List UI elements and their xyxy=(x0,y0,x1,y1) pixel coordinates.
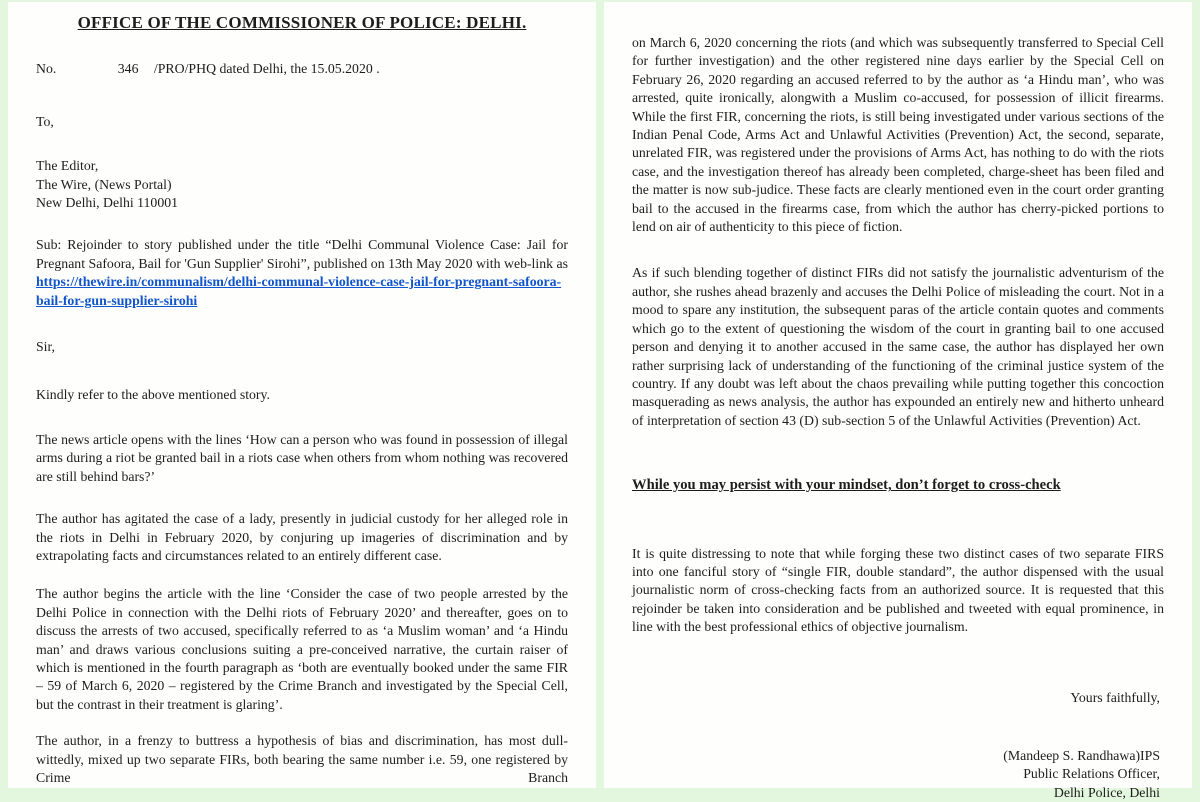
signature-block xyxy=(632,747,1164,802)
paragraph-fir-continuation: on March 6, 2020 concerning the riots (and which was subsequently transferred to Special Cell for further investigation) and the other registered nine days earlier by the Special Cell on February 26, 2020 regarding an accused referred to by the author as ‘a Hindu man’, who was arrested, quite ironically, alongwith a Muslim co-accused, for possession of illicit firearms. While the first FIR, concerning the riots, is still being investigated under various sections of the Indian Penal Code, Arms Act and Unlawful Activities (Prevention) Act, the second, separate, unrelated FIR, was registered under the provisions of Arms Act, has nothing to do with the riots case, and the investigation thereof has already been completed, charge-sheet has been filed and the matter is now sub-judice. These facts are clearly mentioned even in the court order granting bail to the accused in the firearms case, from which the author has cherry-picked portions to lend on air of authenticity to this piece of fiction. xyxy=(632,35,1164,235)
signature-organisation: Delhi Police, Delhi xyxy=(1053,784,1160,800)
address-line-city: New Delhi, Delhi 110001 xyxy=(36,195,179,211)
subject-weblink[interactable]: https://thewire.in/communalism/delhi-communal-violence-case-jail-for-pregnant-safoora-bail-for-gun-supplier-sirohi xyxy=(36,274,562,308)
address-line-organisation: The Wire, (News Portal) xyxy=(36,176,172,192)
recipient-address xyxy=(36,157,568,212)
ref-no-value: 346 xyxy=(117,61,139,77)
address-line-editor: The Editor, xyxy=(36,158,99,174)
valediction: Yours faithfully, xyxy=(1070,689,1160,705)
subject-line xyxy=(36,236,568,310)
ref-no-date: /PRO/PHQ dated Delhi, the 15.05.2020 . xyxy=(153,61,380,77)
letter-page-2 xyxy=(604,2,1192,800)
paragraph-author-begins: The author begins the article with the line ‘Consider the case of two people arrested by the Delhi Police in connection with the Delhi riots of February 2020’ and thereafter, goes on to discuss the arrests of two accused, specifically referred to as ‘a Muslim woman’ and ‘a Hindu man’ and draws various conclusions suiting a pre-conceived narrative, the curtain raiser of which is mentioned in the fourth paragraph as ‘both are eventually booked under the same FIR – 59 of March 6, 2020 – registered by the Crime Branch and investigated by the Special Cell, but the contrast in their treatment is glaring’. xyxy=(36,586,568,712)
paragraph-author-agitated: The author has agitated the case of a lady, presently in judicial custody for her alleged role in the riots in Delhi in February 2020, by conjuring up imageries of discrimination and by extrapolating facts and circumstances related to an entirely different case. xyxy=(36,511,568,563)
letter-page-1 xyxy=(8,2,596,788)
signature-name: (Mandeep S. Randhawa)IPS xyxy=(1003,747,1160,763)
reference-number-line xyxy=(36,60,568,78)
paragraph-distressing: It is quite distressing to note that while forging these two distinct cases of two separate FIRS into one fanciful story of “single FIR, double standard”, the author dispensed with the usual journalistic norm of cross-checking facts from an authorized source. It is requested that this rejoinder be taken into consideration and be published and tweeted with equal prominence, in line with the best professional ethics of objective journalism. xyxy=(632,545,1164,635)
section-heading-cross-check: While you may persist with your mindset, don’t forget to cross-check xyxy=(632,477,1061,494)
page-title: OFFICE OF THE COMMISSIONER OF POLICE: DELHI. xyxy=(77,13,527,32)
ref-no-label: No. xyxy=(36,61,57,77)
paragraph-news-article-opens: The news article opens with the lines ‘How can a person who was found in possession of illegal arms during a riot be granted bail in a riots case when others from whom nothing was recovered are still behind bars?’ xyxy=(36,431,568,484)
paragraph-blending-firs: As if such blending together of distinct FIRs did not satisfy the journalistic adventurism of the author, she rushes ahead brazenly and accuses the Delhi Police of misleading the court. Not in a mood to spare any institution, the subsequent paras of the article contain quotes and comments which go to the extent of questioning the wisdom of the court in granting bail to one accused person and denying it to another accused in the same case, the author has displayed her own rather surprising lack of understanding of the functioning of the criminal justice system of the country. If any doubt was left about the chaos prevailing while putting together this concoction masquerading as news analysis, the author has expounded an entirely new and hitherto unheard of interpretation of section 43 (D) sub-section 5 of the Unlawful Activities (Prevention) Act. xyxy=(632,265,1164,428)
subject-text: Sub: Rejoinder to story published under the title “Delhi Communal Violence Case: Jail for Pregnant Safoora, Bail for 'Gun Supplier' Sirohi”, published on 13th May 2020 with web-link as xyxy=(36,237,568,271)
to-label: To, xyxy=(36,113,54,129)
paragraph-kindly-refer: Kindly refer to the above mentioned story. xyxy=(36,387,270,403)
signature-designation: Public Relations Officer, xyxy=(1023,766,1160,782)
salutation: Sir, xyxy=(36,339,55,355)
paragraph-author-frenzy: The author, in a frenzy to buttress a hypothesis of bias and discrimination, has most dull-wittedly, mixed up two separate FIRs, both bearing the same number i.e. 59, one registered by Crime Branch xyxy=(36,733,568,785)
